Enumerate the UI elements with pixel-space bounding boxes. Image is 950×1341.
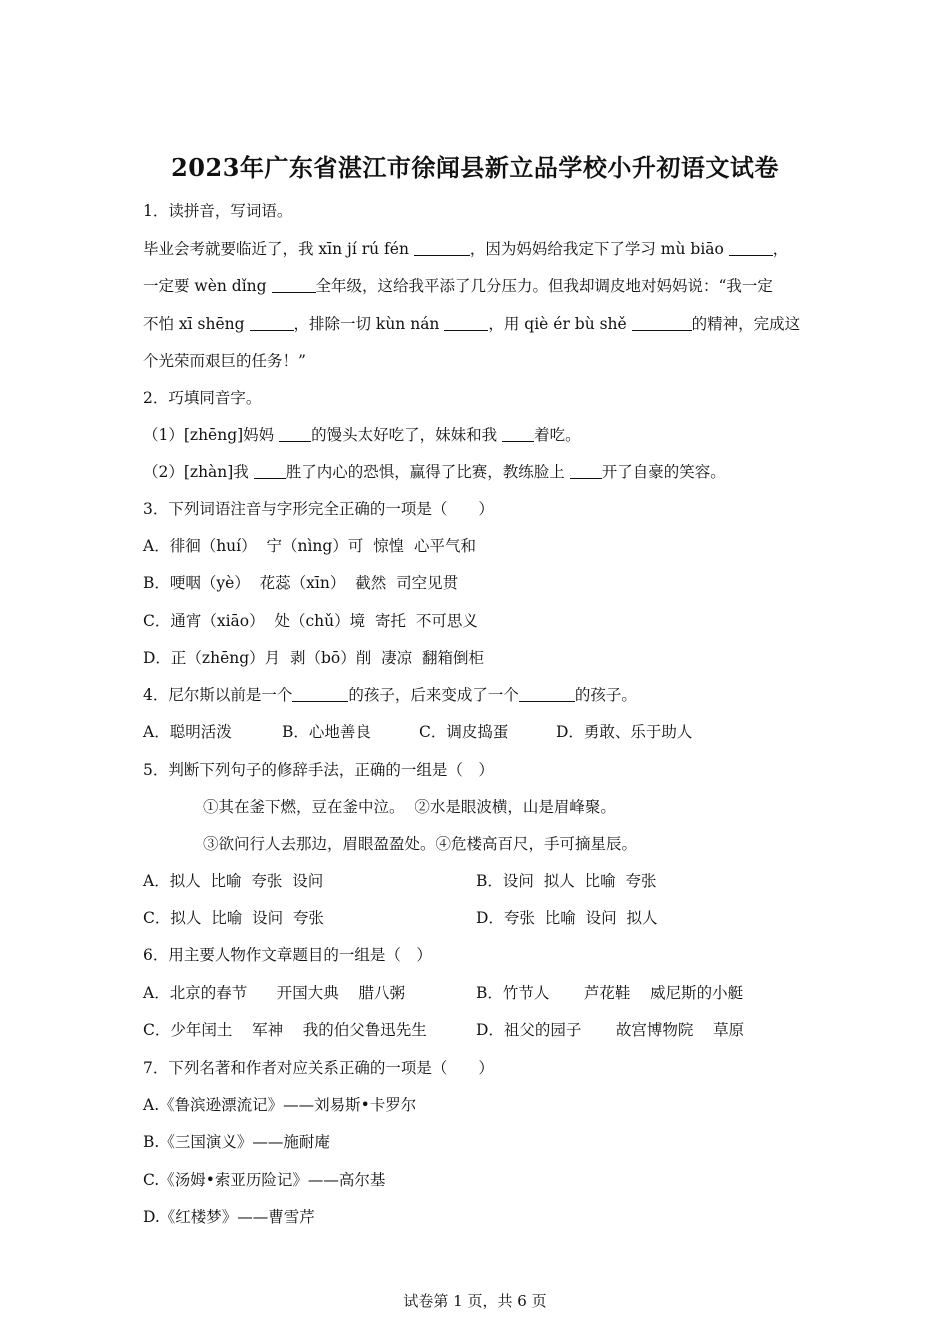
answer-blank[interactable]	[279, 426, 311, 442]
q5-sentences-2: ③欲问行人去那边，眉眼盈盈处。④危楼高百尺，手可摘星辰。	[203, 835, 638, 853]
q6-option-d: D．祖父的园子 故宫博物院 草原	[476, 1021, 745, 1039]
answer-blank[interactable]	[729, 240, 773, 256]
page-footer: 试卷第 1 页，共 6 页	[403, 1292, 547, 1310]
q3-option-b: B．哽咽（yè） 花蕊（xīn） 截然 司空见贯	[143, 574, 459, 592]
q1-stem: 1．读拼音，写词语。	[143, 202, 293, 220]
q5-option-b: B．设问 拟人 比喻 夸张	[476, 872, 657, 890]
q4-option-b: B．心地善良	[282, 723, 371, 741]
q3-stem: 3．下列词语注音与字形完全正确的一项是（ ）	[143, 500, 494, 518]
q3-option-c: C．通宵（xiāo） 处（chǔ）境 寄托 不可思义	[143, 612, 478, 630]
answer-blank[interactable]	[292, 686, 348, 702]
q7-option-d: D.《红楼梦》——曹雪芹	[143, 1208, 315, 1226]
q6-option-a: A．北京的春节 开国大典 腊八粥	[143, 984, 405, 1002]
answer-blank[interactable]	[444, 315, 488, 331]
q3-option-d: D．正（zhēng）月 剥（bō）削 凄凉 翻箱倒柜	[143, 649, 484, 667]
q2-sub-2: （2）[zhàn]我 胜了内心的恐惧，赢得了比赛，教练脸上 开了自豪的笑容。	[143, 463, 726, 481]
answer-blank[interactable]	[250, 315, 294, 331]
answer-blank[interactable]	[632, 315, 692, 331]
q6-option-c: C．少年闰土 军神 我的伯父鲁迅先生	[143, 1021, 427, 1039]
page-title: 2023年广东省湛江市徐闻县新立品学校小升初语文试卷	[171, 153, 779, 182]
q2-stem: 2．巧填同音字。	[143, 389, 262, 407]
q5-option-c: C．拟人 比喻 设问 夸张	[143, 909, 324, 927]
answer-blank[interactable]	[272, 277, 316, 293]
q7-option-b: B.《三国演义》——施耐庵	[143, 1133, 330, 1151]
answer-blank[interactable]	[570, 463, 602, 479]
q1-line-1: 毕业会考就要临近了，我 xīn jí rú fén ，因为妈妈给我定下了学习 mù biāo ，	[143, 240, 789, 258]
q4-stem: 4．尼尔斯以前是一个 的孩子，后来变成了一个 的孩子。	[143, 686, 637, 704]
q5-option-d: D．夸张 比喻 设问 拟人	[476, 909, 658, 927]
q6-option-b: B．竹节人 芦花鞋 威尼斯的小艇	[476, 984, 744, 1002]
q1-line-2: 一定要 wèn dǐng 全年级，这给我平添了几分压力。但我却调皮地对妈妈说：“我一定	[143, 277, 773, 295]
q2-sub-1: （1）[zhēng]妈妈 的馒头太好吃了，妹妹和我 着吃。	[143, 426, 581, 444]
answer-blank[interactable]	[254, 463, 286, 479]
q7-stem: 7．下列名著和作者对应关系正确的一项是（ ）	[143, 1059, 494, 1077]
q4-option-a: A．聪明活泼	[143, 723, 232, 741]
q4-option-d: D．勇敢、乐于助人	[556, 723, 693, 741]
q1-line-4: 个光荣而艰巨的任务！”	[143, 352, 306, 370]
q1-line-3: 不怕 xī shēng ，排除一切 kùn nán ，用 qiè ér bù shě 的精神，完成这	[143, 315, 801, 333]
answer-blank[interactable]	[519, 686, 575, 702]
answer-blank[interactable]	[502, 426, 534, 442]
q4-option-c: C．调皮捣蛋	[419, 723, 509, 741]
answer-blank[interactable]	[414, 240, 470, 256]
q3-option-a: A．徘徊（huí） 宁（nìng）可 惊惶 心平气和	[143, 537, 477, 555]
q6-stem: 6．用主要人物作文章题目的一组是（ ）	[143, 946, 432, 964]
q5-stem: 5．判断下列句子的修辞手法，正确的一组是（ ）	[143, 761, 494, 779]
q7-option-a: A.《鲁滨逊漂流记》——刘易斯•卡罗尔	[143, 1096, 417, 1114]
q5-sentences-1: ①其在釜下燃，豆在釜中泣。 ②水是眼波横，山是眉峰聚。	[203, 798, 616, 816]
q5-option-a: A．拟人 比喻 夸张 设问	[143, 872, 324, 890]
q7-option-c: C.《汤姆•索亚历险记》——高尔基	[143, 1171, 386, 1189]
